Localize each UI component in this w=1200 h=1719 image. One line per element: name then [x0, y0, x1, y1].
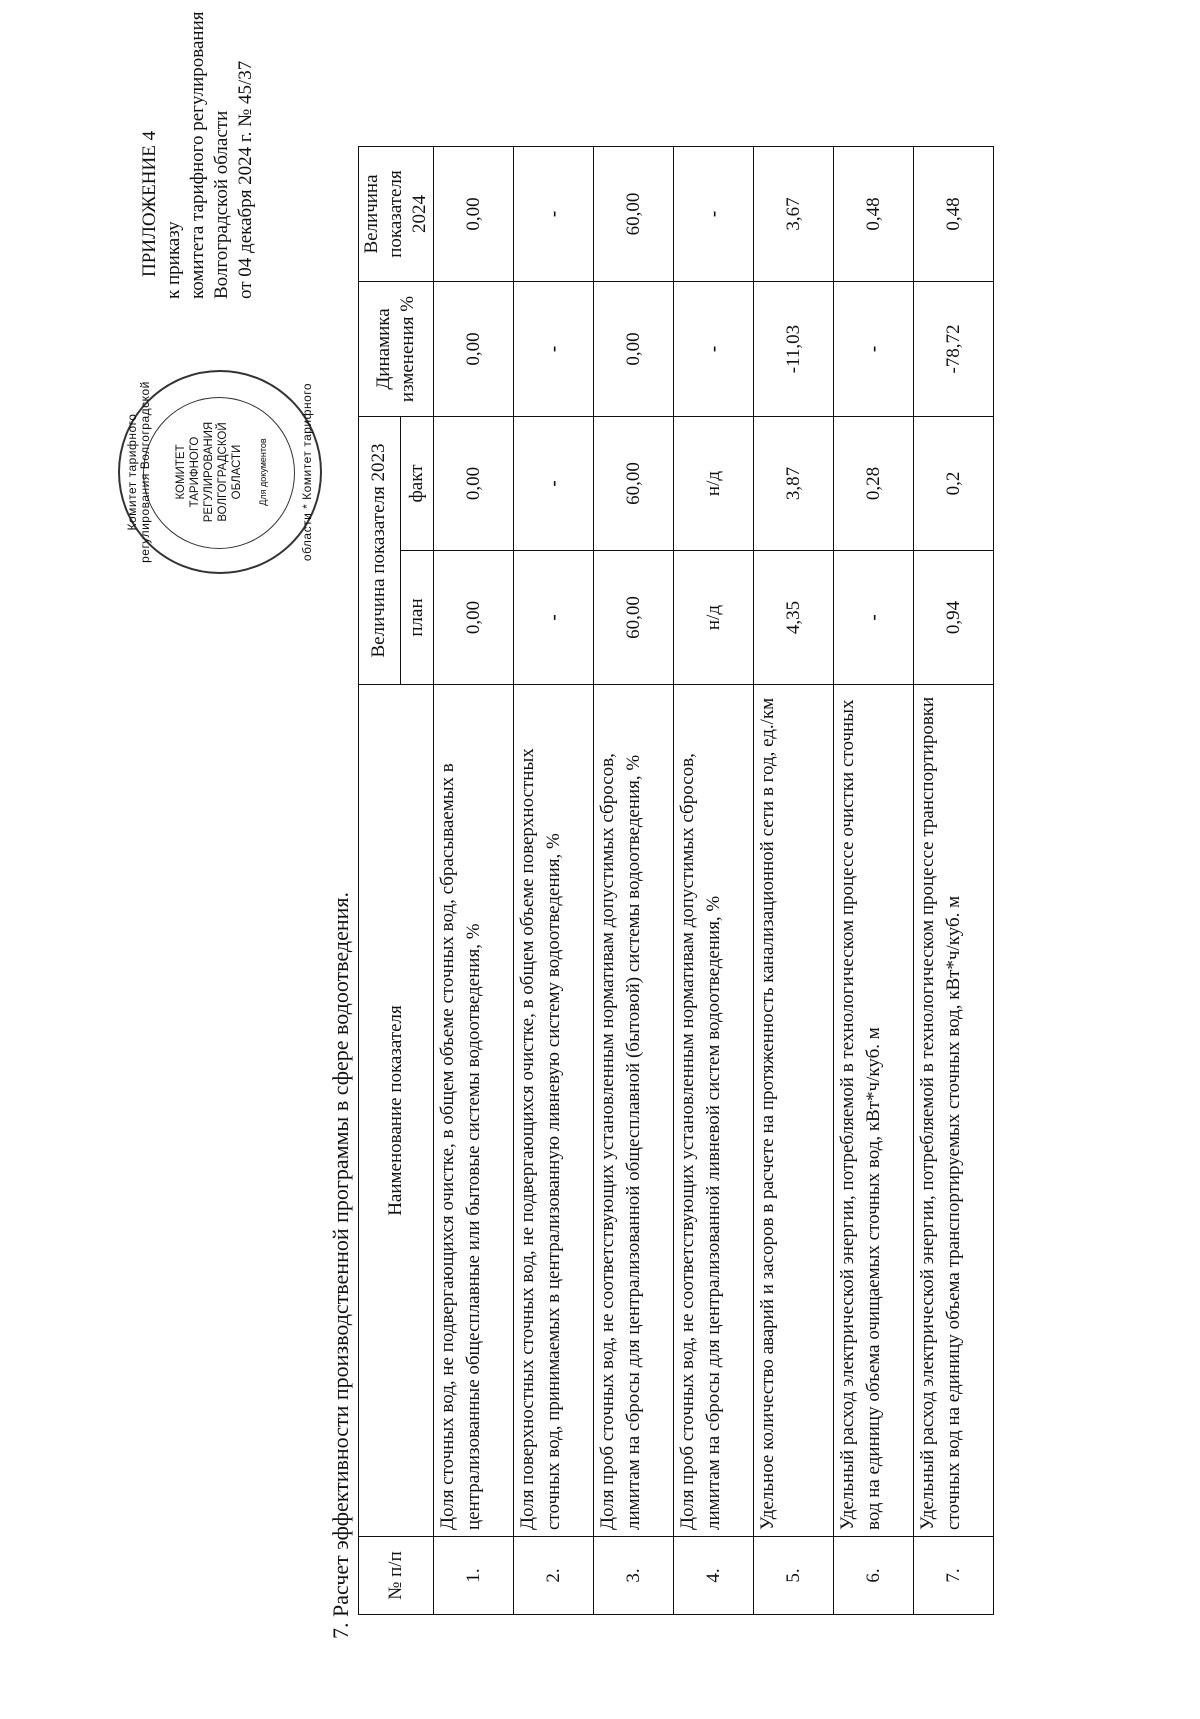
- table-row: [674, 147, 754, 1615]
- dynamics-value: -11,03: [754, 282, 834, 417]
- stamp-line: КОМИТЕТ: [175, 444, 187, 500]
- value-2024: 0,00: [434, 147, 514, 282]
- fact-value: -: [514, 417, 594, 551]
- header-plan: план: [400, 551, 433, 685]
- table-row: [754, 147, 834, 1615]
- header-value-2024: Величина показателя 2024: [359, 147, 434, 282]
- approval-line: комитета тарифного регулирования: [187, 11, 208, 299]
- official-stamp: [118, 370, 322, 574]
- fact-value: 3,87: [754, 417, 834, 551]
- plan-value: 60,00: [594, 551, 674, 685]
- value-2024: 0,48: [834, 147, 914, 282]
- fact-value: н/д: [674, 417, 754, 551]
- fact-value: 0,28: [834, 417, 914, 551]
- indicators-table: [358, 146, 994, 1615]
- header-value-2023: Величина показателя 2023: [359, 417, 401, 685]
- value-2024: 3,67: [754, 147, 834, 282]
- approval-line: ПРИЛОЖЕНИЕ 4: [139, 130, 160, 277]
- stamp-line: РЕГУЛИРОВАНИЯ: [203, 421, 215, 523]
- plan-value: -: [834, 551, 914, 685]
- header-name: Наименование показателя: [359, 685, 434, 1537]
- header-fact: факт: [400, 417, 433, 551]
- fact-value: 60,00: [594, 417, 674, 551]
- table-row: [834, 147, 914, 1615]
- stamp-line: ВОЛГОГРАДСКОЙ: [217, 422, 229, 522]
- dynamics-value: -78,72: [914, 282, 994, 417]
- approval-line: от 04 декабря 2024 г. № 45/37: [235, 60, 256, 299]
- plan-value: 0,94: [914, 551, 994, 685]
- dynamics-value: 0,00: [434, 282, 514, 417]
- row-number: 6.: [834, 1537, 914, 1615]
- fact-value: 0,00: [434, 417, 514, 551]
- stamp-sub-text: Для документов: [258, 438, 268, 506]
- row-number: 2.: [514, 1537, 594, 1615]
- plan-value: 0,00: [434, 551, 514, 685]
- stamp-line: ТАРИФНОГО: [189, 436, 201, 508]
- row-number: 3.: [594, 1537, 674, 1615]
- indicator-name: Доля проб сточных вод, не соответствующих установленным нормативам допустимых сбросов, лимитам на сбросы для централизованной ливневой систем водоотведения, %: [674, 685, 754, 1537]
- table-row: [594, 147, 674, 1615]
- stamp-center-text: [174, 402, 244, 542]
- stamp-line: ОБЛАСТИ: [231, 444, 243, 500]
- approval-block: [138, 0, 258, 299]
- indicator-name: Удельный расход электрической энергии, потребляемой в технологическом процессе транспортировки сточных вод на единицу объема транспортируемых сточных вод, кВт*ч/куб. м: [914, 685, 994, 1537]
- plan-value: -: [514, 551, 594, 685]
- indicator-name: Доля поверхностных сточных вод, не подвергающихся очистке, в общем объеме поверхностных сточных вод, принимаемых в централизованную ливневую систему водоотведения, %: [514, 685, 594, 1537]
- row-number: 1.: [434, 1537, 514, 1615]
- dynamics-value: -: [834, 282, 914, 417]
- approval-line: Волгоградской области: [211, 110, 232, 299]
- row-number: 5.: [754, 1537, 834, 1615]
- dynamics-value: 0,00: [594, 282, 674, 417]
- plan-value: 4,35: [754, 551, 834, 685]
- header-num: № п/п: [359, 1537, 434, 1615]
- stamp-ring-text: области * Комитет тарифного: [300, 382, 314, 562]
- value-2024: 0,48: [914, 147, 994, 282]
- table-body: [434, 147, 994, 1615]
- header-dynamics: Динамика изменения %: [359, 282, 434, 417]
- fact-value: 0,2: [914, 417, 994, 551]
- table-row: [434, 147, 514, 1615]
- plan-value: н/д: [674, 551, 754, 685]
- dynamics-value: -: [674, 282, 754, 417]
- value-2024: -: [674, 147, 754, 282]
- indicator-name: Удельное количество аварий и засоров в расчете на протяженность канализационной сети в год, ед./км: [754, 685, 834, 1537]
- indicator-name: Доля проб сточных вод, не соответствующих установленным нормативам допустимых сбросов, лимитам на сбросы для централизованной общесплавной (бытовой) системы водоотведения, %: [594, 685, 674, 1537]
- table-row: [514, 147, 594, 1615]
- row-number: 4.: [674, 1537, 754, 1615]
- dynamics-value: -: [514, 282, 594, 417]
- value-2024: -: [514, 147, 594, 282]
- indicator-name: Удельный расход электрической энергии, потребляемой в технологическом процессе очистки сточных вод на единицу объема очищаемых сточных вод, кВт*ч/куб. м: [834, 685, 914, 1537]
- table-row: [914, 147, 994, 1615]
- approval-line: к приказу: [163, 221, 184, 299]
- value-2024: 60,00: [594, 147, 674, 282]
- indicator-name: Доля сточных вод, не подвергающихся очистке, в общем объеме сточных вод, сбрасываемых в централизованные общесплавные или бытовые системы водоотведения, %: [434, 685, 514, 1537]
- stamp-ring-text: Комитет тарифного регулирования Волгоградской: [125, 381, 152, 563]
- efficiency-table: [358, 147, 994, 1615]
- section-title: 7. Расчет эффективности производственной программы в сфере водоотведения.: [328, 891, 353, 1639]
- row-number: 7.: [914, 1537, 994, 1615]
